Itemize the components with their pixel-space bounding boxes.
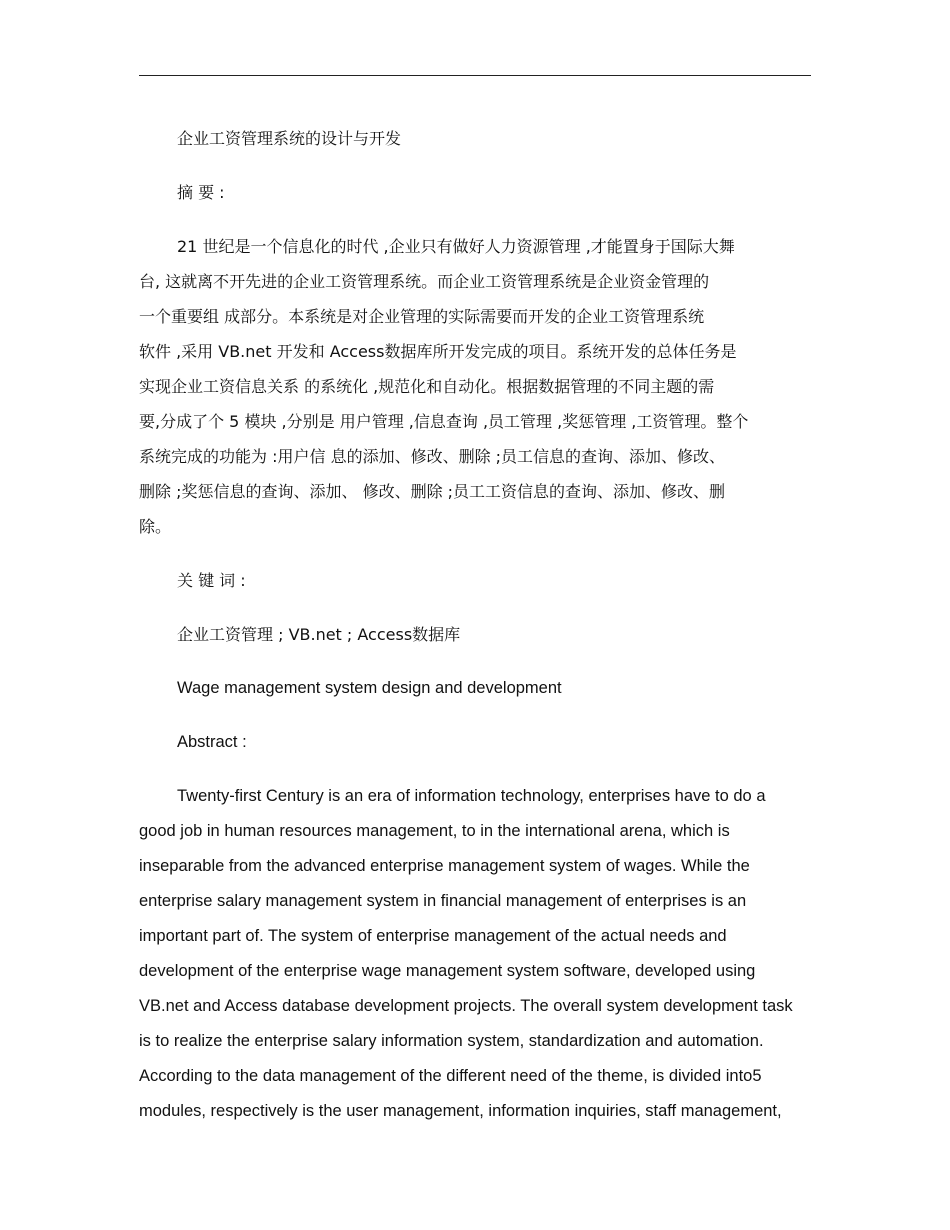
abstract-cn-line: 除。 xyxy=(139,517,172,536)
abstract-cn-line: 21 世纪是一个信息化的时代 ,企业只有做好人力资源管理 ,才能置身于国际大舞 xyxy=(177,237,735,256)
abstract-en-line: According to the data management of the different need of the theme, is divided into5 xyxy=(139,1067,762,1085)
abstract-cn-line: 实现企业工资信息关系 的系统化 ,规范化和自动化。根据数据管理的不同主题的需 xyxy=(139,377,715,396)
abstract-label-cn: 摘 要 : xyxy=(177,183,225,202)
title-en: Wage management system design and development xyxy=(177,679,562,697)
header-rule xyxy=(139,75,811,76)
abstract-en-line: development of the enterprise wage management system software, developed using xyxy=(139,962,756,980)
abstract-en-line: Twenty-first Century is an era of information technology, enterprises have to do a xyxy=(177,787,766,805)
abstract-cn-line: 一个重要组 成部分。本系统是对企业管理的实际需要而开发的企业工资管理系统 xyxy=(139,307,705,326)
abstract-cn-paragraph xyxy=(139,229,829,544)
abstract-en-line: enterprise salary management system in financial management of enterprises is an xyxy=(139,892,747,910)
keywords-cn: 企业工资管理 ; VB.net ; Access数据库 xyxy=(177,625,461,644)
abstract-en-line: VB.net and Access database development projects. The overall system development task xyxy=(139,997,793,1015)
abstract-en-paragraph xyxy=(139,779,829,1129)
abstract-cn-line: 台, 这就离不开先进的企业工资管理系统。而企业工资管理系统是企业资金管理的 xyxy=(139,272,710,291)
abstract-cn-line: 系统完成的功能为 :用户信 息的添加、修改、删除 ;员工信息的查询、添加、修改、 xyxy=(139,447,726,466)
abstract-label-en: Abstract : xyxy=(177,733,247,751)
abstract-en-line: is to realize the enterprise salary information system, standardization and automation. xyxy=(139,1032,764,1050)
abstract-en-line: modules, respectively is the user management, information inquiries, staff management, xyxy=(139,1102,782,1120)
abstract-en-line: inseparable from the advanced enterprise management system of wages. While the xyxy=(139,857,750,875)
keywords-label-cn: 关 键 词 : xyxy=(177,571,246,590)
abstract-cn-line: 要,分成了个 5 模块 ,分别是 用户管理 ,信息查询 ,员工管理 ,奖惩管理 ,工资管理。整个 xyxy=(139,412,749,431)
abstract-cn-line: 删除 ;奖惩信息的查询、添加、 修改、删除 ;员工工资信息的查询、添加、修改、删 xyxy=(139,482,726,501)
abstract-cn-line: 软件 ,采用 VB.net 开发和 Access数据库所开发完成的项目。系统开发的总体任务是 xyxy=(139,342,737,361)
title-cn: 企业工资管理系统的设计与开发 xyxy=(177,129,402,148)
document-body xyxy=(139,121,829,1129)
abstract-en-line: good job in human resources management, to in the international arena, which is xyxy=(139,822,730,840)
abstract-en-line: important part of. The system of enterprise management of the actual needs and xyxy=(139,927,727,945)
